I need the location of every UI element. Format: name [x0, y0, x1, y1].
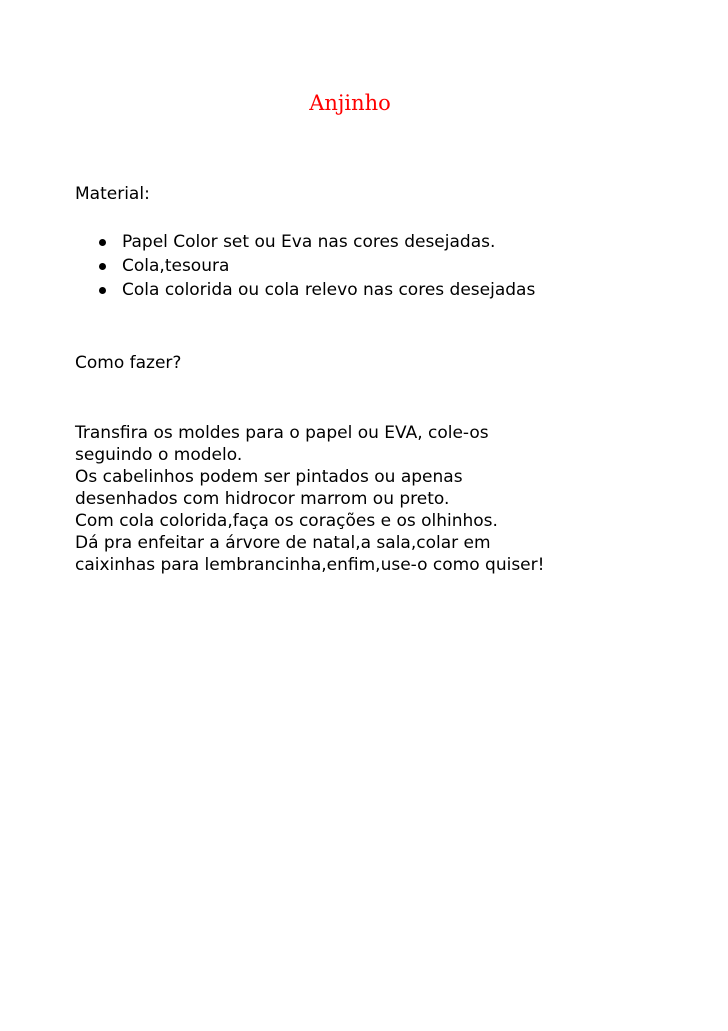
list-item: Cola,tesoura — [75, 254, 695, 278]
list-item: Cola colorida ou cola relevo nas cores desejadas — [75, 278, 695, 302]
instruction-line: Transfira os moldes para o papel ou EVA, cole-os — [75, 423, 489, 443]
material-list — [75, 230, 695, 302]
instruction-line: Com cola colorida,faça os corações e os olhinhos. — [75, 511, 498, 531]
page-title: Anjinho — [309, 91, 391, 115]
material-label: Material: — [75, 184, 150, 204]
instructions-text — [75, 422, 695, 576]
instruction-line: seguindo o modelo. — [75, 445, 243, 465]
instruction-line: caixinhas para lembrancinha,enfim,use-o como quiser! — [75, 555, 545, 575]
instruction-line: Os cabelinhos podem ser pintados ou apenas — [75, 467, 463, 487]
how-to-label: Como fazer? — [75, 353, 182, 373]
instruction-line: Dá pra enfeitar a árvore de natal,a sala,colar em — [75, 533, 491, 553]
instruction-line: desenhados com hidrocor marrom ou preto. — [75, 489, 450, 509]
list-item: Papel Color set ou Eva nas cores desejadas. — [75, 230, 695, 254]
